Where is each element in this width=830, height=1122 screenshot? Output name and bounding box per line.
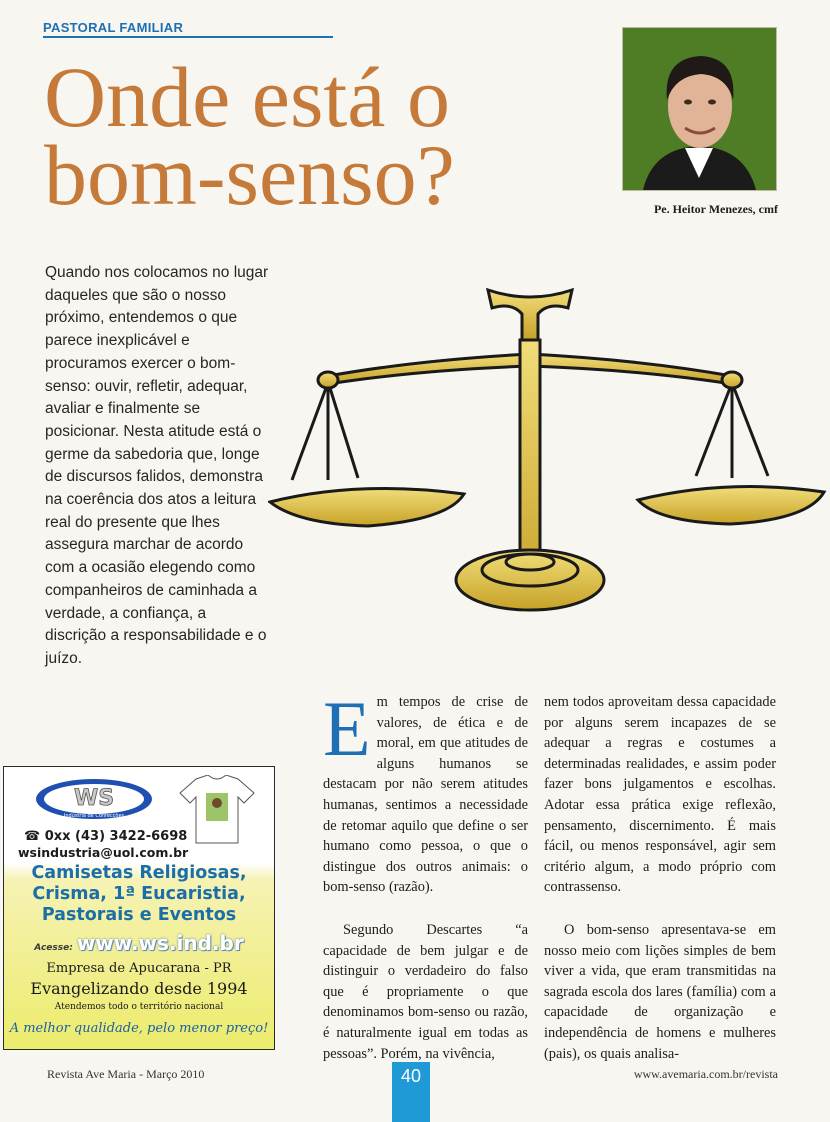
- ad-headline: [4, 863, 274, 926]
- footer-website[interactable]: www.avemaria.com.br/revista: [633, 1067, 778, 1081]
- advertisement[interactable]: [3, 766, 275, 1050]
- body-column-2: [544, 692, 776, 1064]
- author-name: Pe. Heitor Menezes, cmf: [653, 202, 778, 216]
- company-since: Evangelizando desde 1994: [30, 979, 248, 998]
- headline-line-3: Pastorais e Eventos: [41, 905, 237, 925]
- phone-number: ☎ 0xx (43) 3422-6698: [24, 829, 188, 844]
- website-url[interactable]: www.ws.ind.br: [76, 931, 244, 955]
- author-photo: [622, 27, 777, 191]
- drop-cap: E: [323, 685, 371, 772]
- paragraph-1-text: m tempos de crise de valores, de ética e de moral, em que atitudes de alguns humanos se destacam por não serem atitudes humanas, sentimos a necessidade de retomar aquilo que define o ser humano como pessoa, o que o distingue dos outros animais: o bom-senso (razão).: [323, 694, 528, 896]
- company-territory: Atendemos todo o território nacional: [54, 1002, 224, 1012]
- headline-line-1: Camisetas Religiosas,: [31, 863, 247, 883]
- paragraph-3: nem todos aproveitam dessa capacidade por alguns serem incapazes de se adequar a regras e costumes a determinadas realidades, e assim poder fazer bons julgamentos e escolhas. Adotar essa prática exige reflexão, pensamento, discernimento. É mais fácil, ou menos responsável, agir sem critério algum, a modo próprio com contrassenso.: [544, 694, 776, 896]
- tshirt-icon: [178, 775, 256, 845]
- acesse-label: Acesse:: [34, 943, 73, 953]
- email-address[interactable]: wsindustria@uol.com.br: [18, 845, 189, 860]
- author-portrait-image: [623, 28, 776, 190]
- section-underline: [43, 36, 333, 38]
- website-link[interactable]: [4, 931, 274, 955]
- article-title: [44, 49, 584, 223]
- lead-paragraph: Quando nos colocamos no lugar daqueles que são o nosso próximo, entendemos o que parece inexplicável e procuramos exercer o bom-senso: ouvir, refletir, adequar, avaliar e finalmente se posicionar. Nesta atitude está o germe da sabedoria que, longe de discursos falidos, demonstra na coerência dos atos a leitura real do presente que lhes assegura marchar de acordo com a ocasião elegendo como companheiros de caminhada a verdade, a confiança, a discrição a responsabilidade e o juízo.: [45, 264, 269, 667]
- page-number: 40: [392, 1062, 430, 1122]
- title-line-1: Onde está o: [44, 49, 450, 145]
- paragraph-4: O bom-senso apresentava-se em nosso meio com lições simples de bem viver a vida, que eram transmitidas na sagrada escola dos lares (família) com a capacidade de organização e independência de homens e mulheres (pais), os quais analisa-: [544, 921, 776, 1062]
- company-city: Empresa de Apucarana - PR: [46, 961, 232, 976]
- footer-magazine: Revista Ave Maria - Março 2010: [47, 1067, 205, 1081]
- logo-subtext: Indústria de Confecções: [63, 813, 125, 819]
- ws-logo: [34, 777, 154, 821]
- paragraph-2: Segundo Descartes “a capacidade de bem julgar e de distinguir o verdadeiro do falso que é propriamente o que denominamos bom-senso ou razão, é naturalmente igual em todas as pessoas”. Porém, na vivência,: [323, 921, 528, 1062]
- headline-line-2: Crisma, 1ª Eucaristia,: [32, 884, 246, 904]
- paragraph-1: [323, 685, 528, 898]
- logo-text: WS: [73, 786, 115, 811]
- body-column-1: [323, 685, 528, 1064]
- scales-of-justice-illustration: [268, 280, 830, 648]
- ad-slogan: A melhor qualidade, pelo menor preço!: [9, 1021, 269, 1036]
- title-line-2: bom-senso?: [44, 127, 455, 223]
- section-label: PASTORAL FAMILIAR: [43, 20, 184, 35]
